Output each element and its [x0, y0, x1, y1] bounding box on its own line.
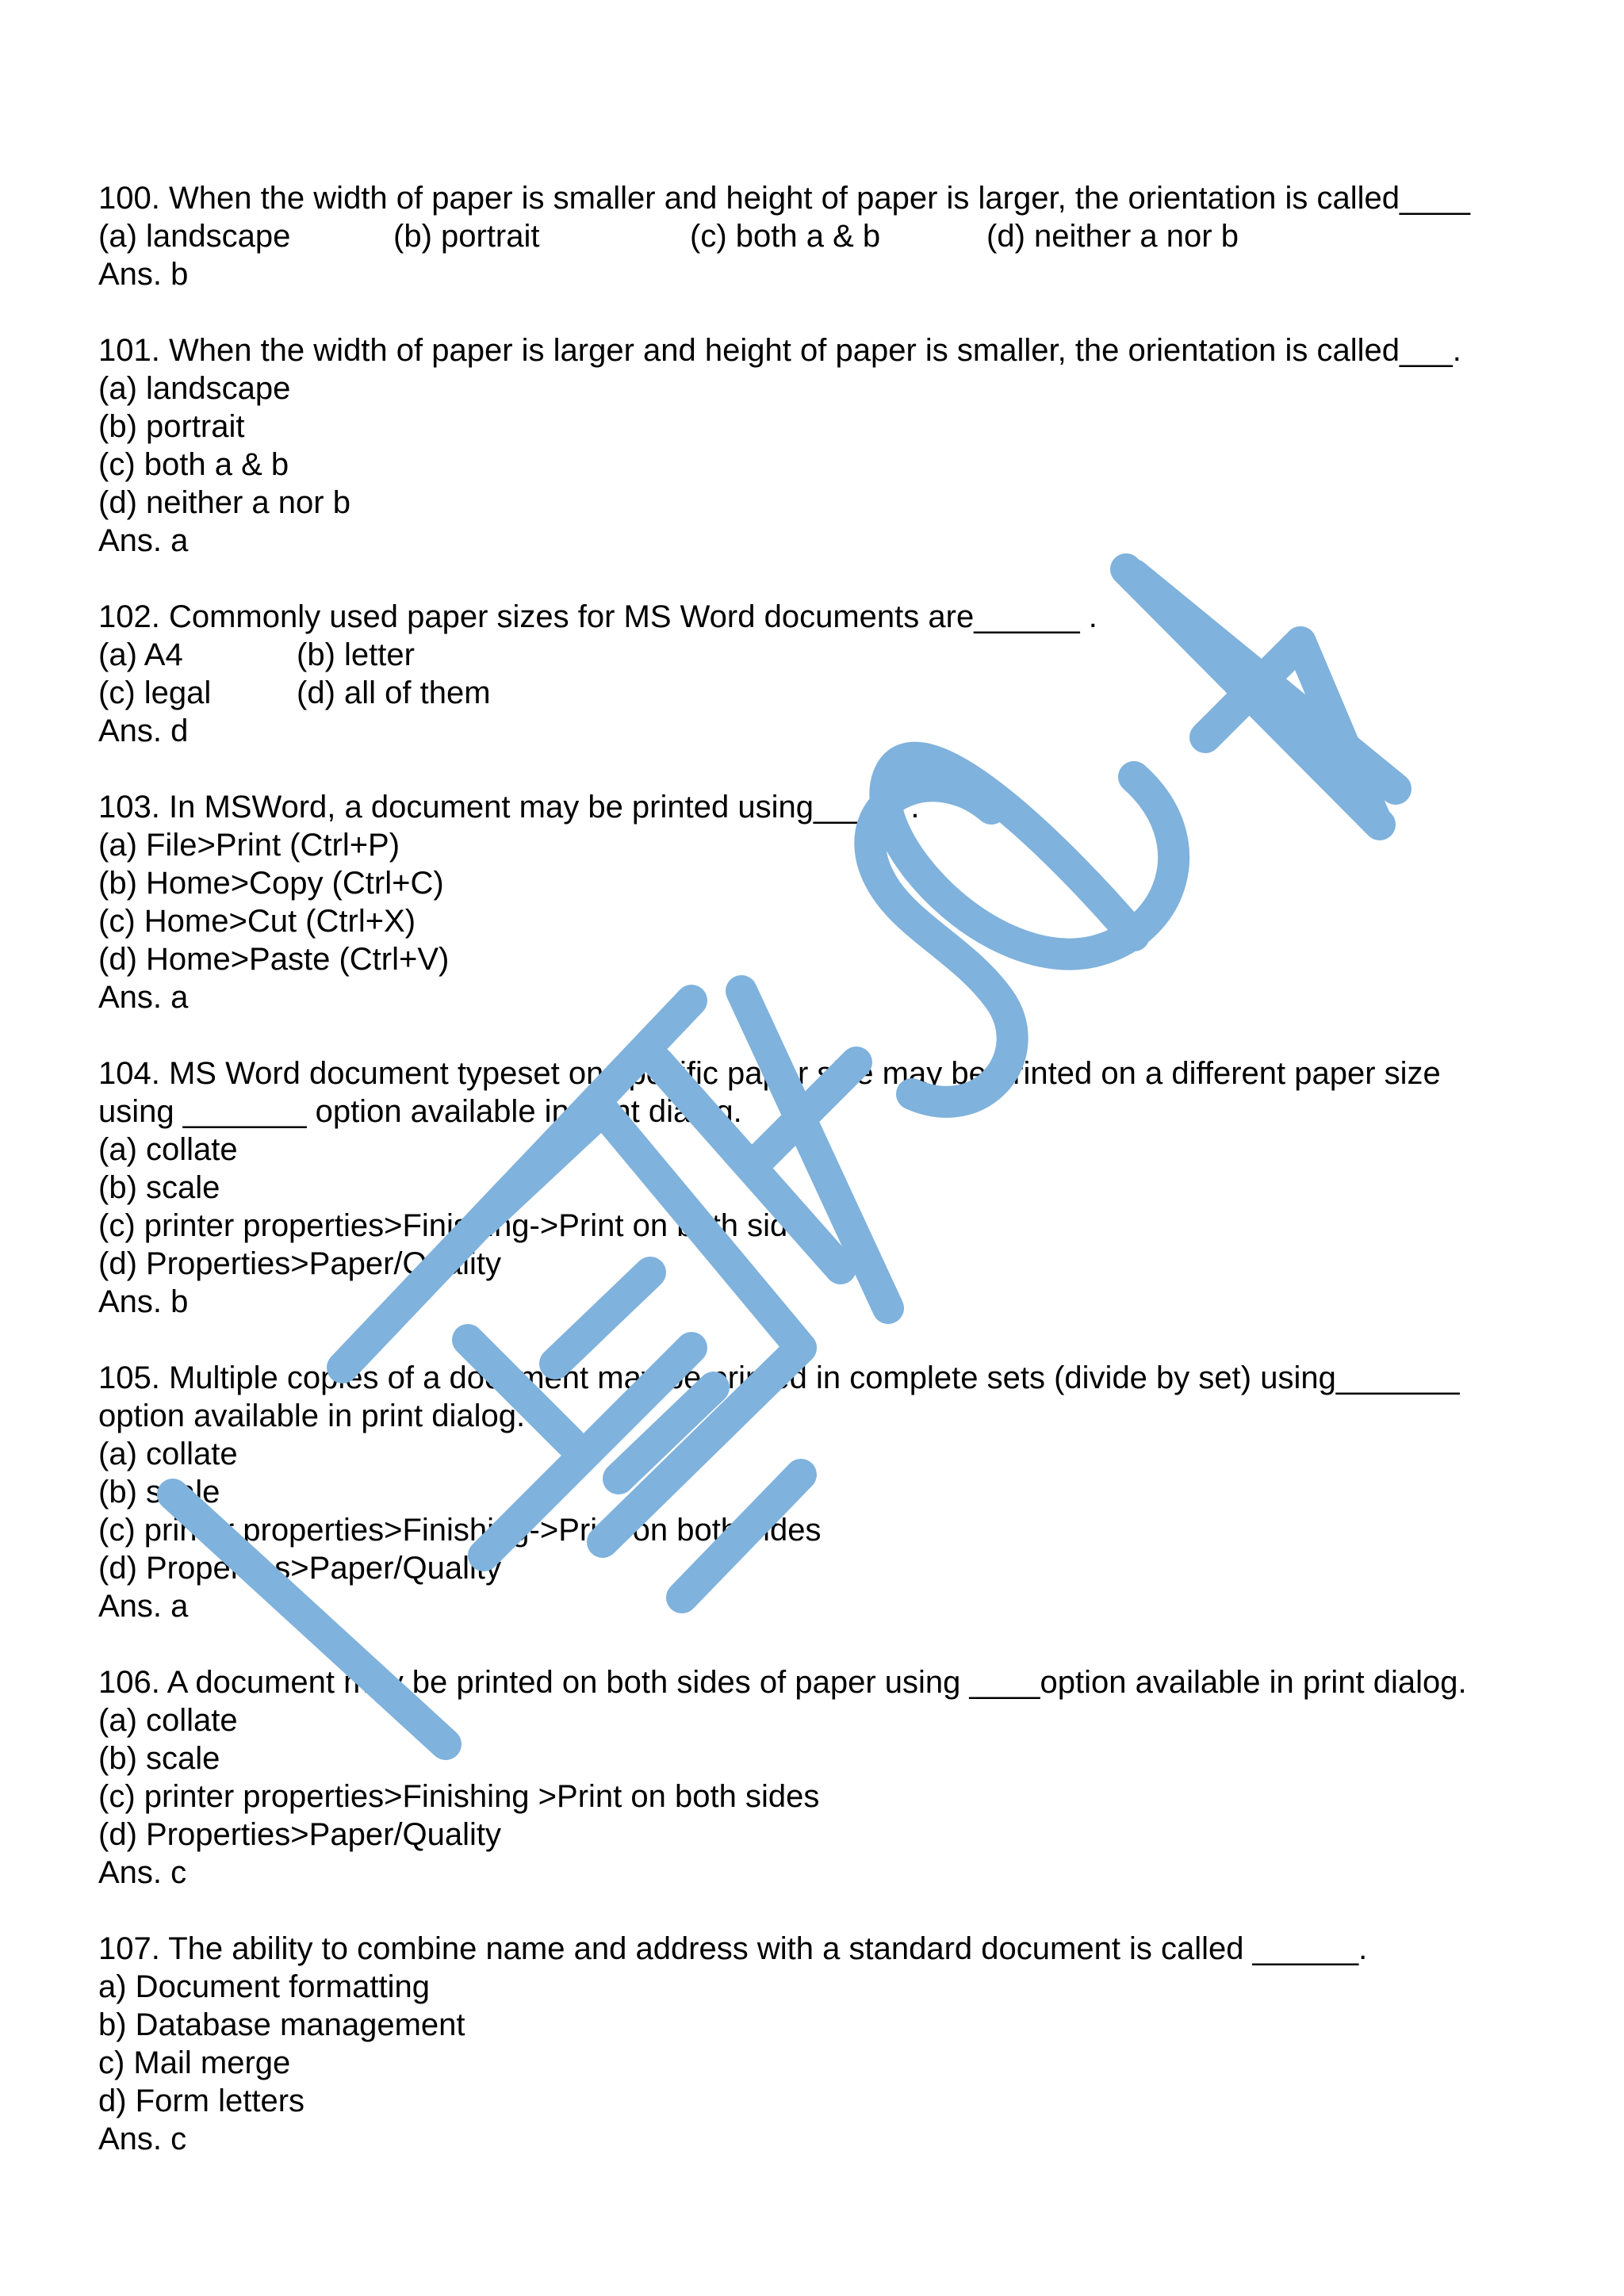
option-c: (c) printer properties>Finishing >Print on both sides	[98, 1779, 820, 1814]
option-a: (a) collate	[98, 1437, 238, 1471]
option-d: d) Form letters	[98, 2084, 305, 2118]
option-row	[98, 636, 1534, 674]
option-a: (a) landscape	[98, 371, 291, 406]
option-b: b) Database management	[98, 2007, 465, 2042]
option-c: (c) legal	[98, 675, 212, 710]
question-106	[98, 1663, 1534, 1892]
question-stem-line-2: option available in print dialog.	[98, 1399, 526, 1433]
option-a: (a) A4	[98, 637, 183, 672]
question-107	[98, 1930, 1534, 2158]
option-a: (a) collate	[98, 1703, 238, 1738]
option-b: (b) scale	[98, 1741, 220, 1776]
option-b: (b) Home>Copy (Ctrl+C)	[98, 866, 444, 901]
option-a: (a) collate	[98, 1132, 238, 1167]
option-row	[98, 674, 1534, 712]
option-c: (c) Home>Cut (Ctrl+X)	[98, 904, 416, 939]
option-d: (d) Properties>Paper/Quality	[98, 1246, 502, 1281]
question-104	[98, 1054, 1534, 1321]
option-d: (d) neither a nor b	[98, 485, 350, 520]
option-c: (c) printer properties>Finishing->Print on both sides	[98, 1513, 822, 1548]
answer: Ans. a	[98, 523, 189, 558]
question-stem: 106. A document may be printed on both sides of paper using ____option available in print dialog.	[98, 1665, 1467, 1700]
option-row	[98, 217, 1534, 255]
question-100	[98, 179, 1534, 293]
option-b: (b) scale	[98, 1475, 220, 1510]
question-103	[98, 788, 1534, 1016]
option-a: (a) File>Print (Ctrl+P)	[98, 828, 400, 863]
question-105	[98, 1359, 1534, 1625]
option-c: (c) both a & b	[690, 219, 881, 254]
answer: Ans. b	[98, 1284, 189, 1319]
question-stem: 102. Commonly used paper sizes for MS Word documents are______ .	[98, 599, 1097, 634]
question-stem-line-2: using _______ option available in print dialog.	[98, 1094, 742, 1129]
question-stem: 101. When the width of paper is larger and height of paper is smaller, the orientation is called___.	[98, 333, 1461, 368]
question-stem-line-1: 105. Multiple copies of a document may be printed in complete sets (divide by set) using_______	[98, 1360, 1460, 1395]
option-d: (d) neither a nor b	[986, 219, 1239, 254]
option-d: (d) all of them	[297, 675, 491, 710]
answer: Ans. a	[98, 1589, 189, 1624]
option-b: (b) portrait	[393, 219, 540, 254]
option-c: c) Mail merge	[98, 2045, 291, 2080]
answer: Ans. d	[98, 714, 189, 748]
option-a: a) Document formatting	[98, 1969, 430, 2004]
option-b: (b) scale	[98, 1170, 220, 1205]
answer: Ans. b	[98, 257, 189, 292]
question-102	[98, 598, 1534, 750]
option-d: (d) Properties>Paper/Quality	[98, 1817, 502, 1852]
question-list	[98, 179, 1534, 2158]
answer: Ans. a	[98, 980, 189, 1015]
question-stem: 100. When the width of paper is smaller and height of paper is larger, the orientation is called____	[98, 181, 1470, 216]
question-stem: 103. In MSWord, a document may be printed using_____ .	[98, 790, 920, 825]
answer: Ans. c	[98, 2122, 187, 2156]
question-stem-line-1: 104. MS Word document typeset on specific paper size may be printed on a different paper size	[98, 1056, 1441, 1091]
option-d: (d) Properties>Paper/Quality	[98, 1551, 502, 1586]
option-b: (b) letter	[297, 637, 415, 672]
question-stem: 107. The ability to combine name and address with a standard document is called ______.	[98, 1931, 1368, 1966]
option-a: (a) landscape	[98, 219, 291, 254]
question-101	[98, 331, 1534, 560]
answer: Ans. c	[98, 1855, 187, 1890]
option-c: (c) both a & b	[98, 447, 289, 482]
option-c: (c) printer properties>Finishing->Print on both sides	[98, 1208, 822, 1243]
option-d: (d) Home>Paste (Ctrl+V)	[98, 942, 450, 977]
option-b: (b) portrait	[98, 409, 245, 444]
